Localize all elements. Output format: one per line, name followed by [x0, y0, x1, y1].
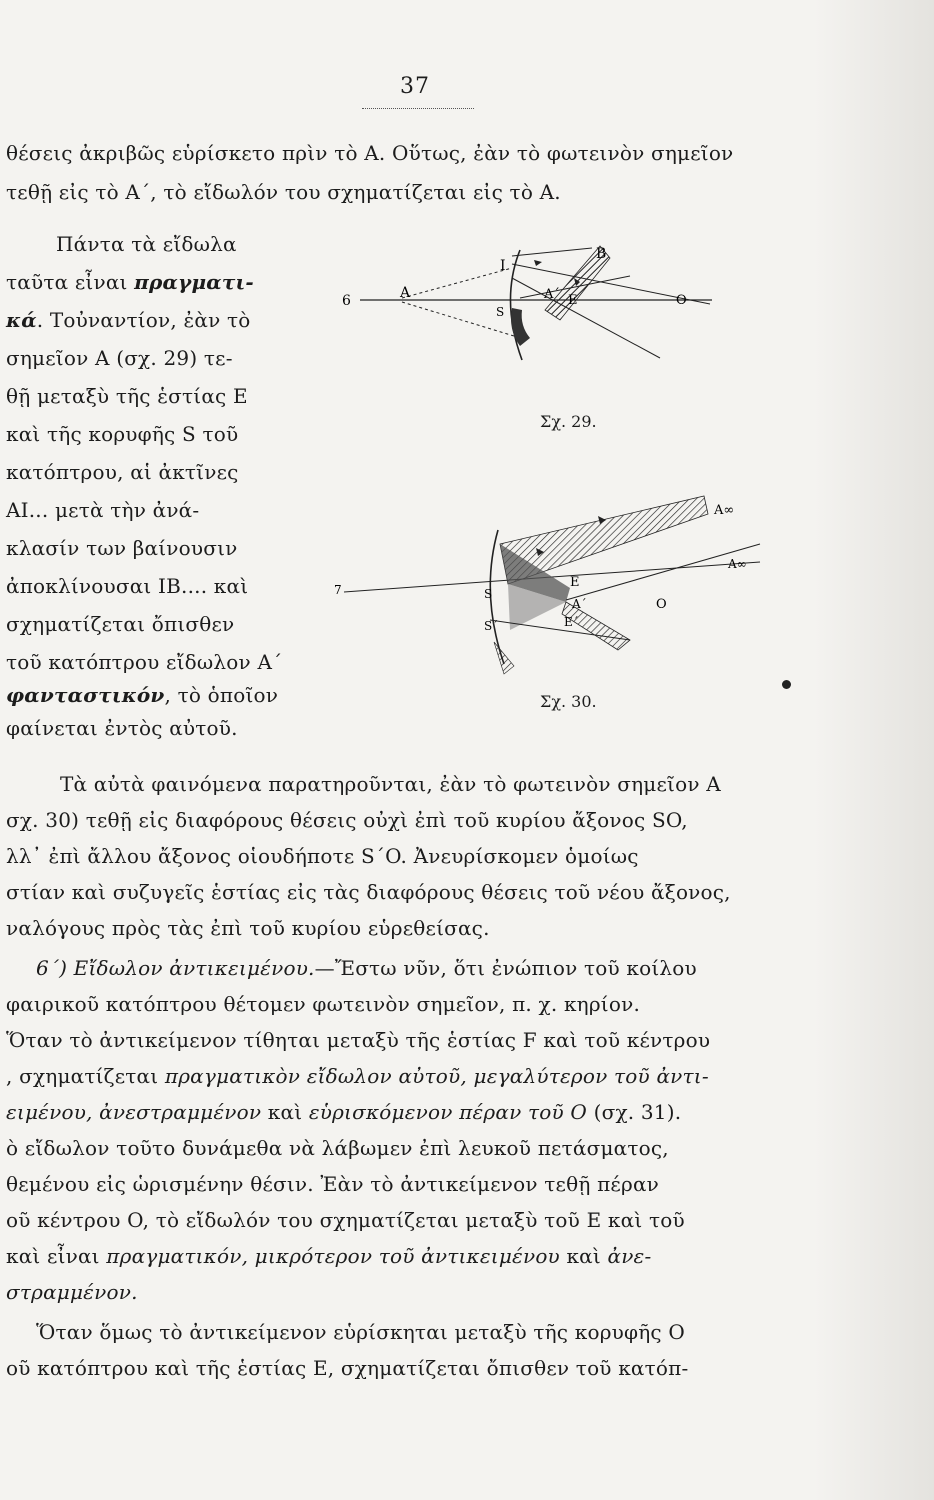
- figure-30-diagram: [330, 490, 790, 680]
- fig30-label-a-prime: A΄: [572, 597, 587, 611]
- body-line-9-italic: πραγματικὸν εἴδωλον αὐτοῦ, μεγαλύτερον τοῦ ἀντι-: [164, 1064, 709, 1088]
- fig30-label-a-inf-1: A∞: [714, 503, 735, 518]
- col-line-4: σημεῖον A (σχ. 29) τε-: [6, 346, 233, 370]
- fig29-label-i: I: [500, 258, 506, 274]
- fig29-label-6: 6: [342, 293, 351, 309]
- col-line-13-text: , τὸ ὁποῖον: [164, 683, 279, 707]
- body-line-6: [36, 953, 697, 983]
- col-line-2-text: ταῦτα εἶναι: [6, 270, 135, 294]
- body-line-14-text: καὶ εἶναι: [6, 1244, 107, 1268]
- body-line-4: στίαν καὶ συζυγεῖς ἑστίας εἰς τὰς διαφόρους θέσεις τοῦ νέου ἄξονος,: [6, 880, 731, 904]
- figure-29-diagram: [330, 238, 730, 378]
- top-line-2: τεθῇ εἰς τὸ A΄, τὸ εἴδωλόν του σχηματίζεται εἰς τὸ A.: [6, 180, 561, 204]
- body-line-16: Ὅταν ὅμως τὸ ἀντικείμενον εὑρίσκηται μεταξὺ τῆς κορυφῆς O: [36, 1320, 685, 1344]
- fig29-label-e: E: [568, 293, 578, 308]
- fig29-label-a-prime: A΄: [544, 287, 560, 302]
- col-line-10: ἀποκλίνουσαι IB.... καὶ: [6, 574, 249, 598]
- body-line-17: οῦ κατόπτρου καὶ τῆς ἑστίας E, σχηματίζεται ὄπισθεν τοῦ κατόπ-: [6, 1356, 689, 1380]
- fig30-label-e: E: [570, 575, 580, 590]
- figure-29: [330, 238, 730, 378]
- body-line-9: [6, 1061, 709, 1091]
- fig29-label-a: A: [400, 285, 411, 301]
- body-line-10-italic-1: ειμένου, ἀνεστραμμένον: [6, 1100, 262, 1124]
- fig29-label-b: B: [596, 246, 607, 262]
- fig30-label-s-prime: S΄: [484, 619, 499, 633]
- col-line-13: [6, 680, 278, 710]
- body-line-14-italic-1: πραγματικόν, μικρότερον τοῦ ἀντικειμένου: [106, 1244, 560, 1268]
- fig30-label-e-prime: E΄: [564, 615, 579, 629]
- body-line-14-italic-2: ἀνε-: [607, 1244, 652, 1268]
- fig30-label-7: 7: [334, 583, 342, 597]
- col-line-8: AI... μετὰ τὴν ἀνά-: [6, 498, 200, 522]
- col-line-6: καὶ τῆς κορυφῆς S τοῦ: [6, 422, 239, 446]
- body-line-10-ref: (σχ. 31).: [587, 1100, 682, 1124]
- page-number-rule: [362, 108, 474, 109]
- body-line-6-text: —Ἔστω νῦν, ὅτι ἐνώπιον τοῦ κοίλου: [314, 956, 697, 980]
- col-line-7: κατόπτρου, αἱ ἀκτῖνες: [6, 460, 239, 484]
- col-line-11: σχηματίζεται ὄπισθεν: [6, 612, 235, 636]
- col-line-14: φαίνεται ἐντὸς αὐτοῦ.: [6, 716, 238, 740]
- body-line-1: Τὰ αὐτὰ φαινόμενα παρατηροῦνται, ἐὰν τὸ φωτεινὸν σημεῖον A: [60, 772, 721, 796]
- body-line-7: φαιρικοῦ κατόπτρου θέτομεν φωτεινὸν σημεῖον, π. χ. κηρίον.: [6, 992, 641, 1016]
- col-line-3: [6, 305, 251, 335]
- body-line-13: οῦ κέντρου O, τὸ εἴδωλόν του σχηματίζεται μεταξὺ τοῦ E καὶ τοῦ: [6, 1208, 685, 1232]
- body-line-11: ὸ εἴδωλον τοῦτο δυνάμεθα νὰ λάβωμεν ἐπὶ λευκοῦ πετάσματος,: [6, 1136, 669, 1160]
- fig30-label-o: O: [656, 597, 667, 612]
- figure-30-caption: Σχ. 30.: [540, 692, 597, 711]
- fig29-label-o: O: [676, 293, 687, 308]
- col-line-1: Πάντα τὰ εἴδωλα: [56, 232, 237, 256]
- body-line-15: στραμμένον.: [6, 1280, 138, 1304]
- term-fantastikon: φανταστικόν: [6, 683, 165, 707]
- fig29-label-s: S: [496, 305, 505, 319]
- body-line-3: λλ᾽ ἐπὶ ἄλλου ἄξονος οἱουδήποτε S΄O. Ἀνευρίσκομεν ὁμοίως: [6, 844, 639, 868]
- fig30-label-a-inf-2: A∞: [728, 557, 747, 571]
- body-line-9-text: , σχηματίζεται: [6, 1064, 165, 1088]
- fig30-label-s: S: [484, 587, 493, 601]
- col-line-9: κλασίν των βαίνουσιν: [6, 536, 238, 560]
- col-line-3-text: . Τοὐναντίον, ἐὰν τὸ: [36, 308, 251, 332]
- section-heading-eidolon: 6΄) Εἴδωλον ἀντικειμένου.: [36, 956, 315, 980]
- body-line-2: σχ. 30) τεθῇ εἰς διαφόρους θέσεις οὐχὶ ἐπὶ τοῦ κυρίου ἄξονος SO,: [6, 808, 688, 832]
- term-pragmatika: πραγματι-: [134, 270, 254, 294]
- col-line-5: θῇ μεταξὺ τῆς ἑστίας E: [6, 384, 248, 408]
- body-line-14: [6, 1241, 651, 1271]
- body-line-14-kai: καὶ: [559, 1244, 608, 1268]
- term-pragmatika-end: κά: [6, 308, 37, 332]
- body-line-10-italic-2: εὑρισκόμενον πέραν τοῦ O: [308, 1100, 588, 1124]
- body-line-12: θεμένου εἰς ὡρισμένην θέσιν. Ἐὰν τὸ ἀντικείμενον τεθῇ πέραν: [6, 1172, 660, 1196]
- figure-29-caption: Σχ. 29.: [540, 412, 597, 431]
- top-line-1: θέσεις ἀκριβῶς εὑρίσκετο πρὶν τὸ A. Οὕτως, ἐὰν τὸ φωτεινὸν σημεῖον: [6, 141, 734, 165]
- page-number: 37: [400, 74, 430, 99]
- page-edge-shadow: [814, 0, 934, 1500]
- col-line-2: [6, 267, 254, 297]
- figure-30: [330, 490, 790, 680]
- body-line-5: ναλόγους πρὸς τὰς ἐπὶ τοῦ κυρίου εὑρεθείσας.: [6, 916, 490, 940]
- body-line-8: Ὅταν τὸ ἀντικείμενον τίθηται μεταξὺ τῆς ἑστίας F καὶ τοῦ κέντρου: [6, 1028, 711, 1052]
- body-line-10-kai: καὶ: [261, 1100, 309, 1124]
- body-line-10: [6, 1097, 681, 1127]
- col-line-12: τοῦ κατόπτρου εἴδωλον A΄: [6, 650, 283, 674]
- ink-dot: [782, 680, 791, 689]
